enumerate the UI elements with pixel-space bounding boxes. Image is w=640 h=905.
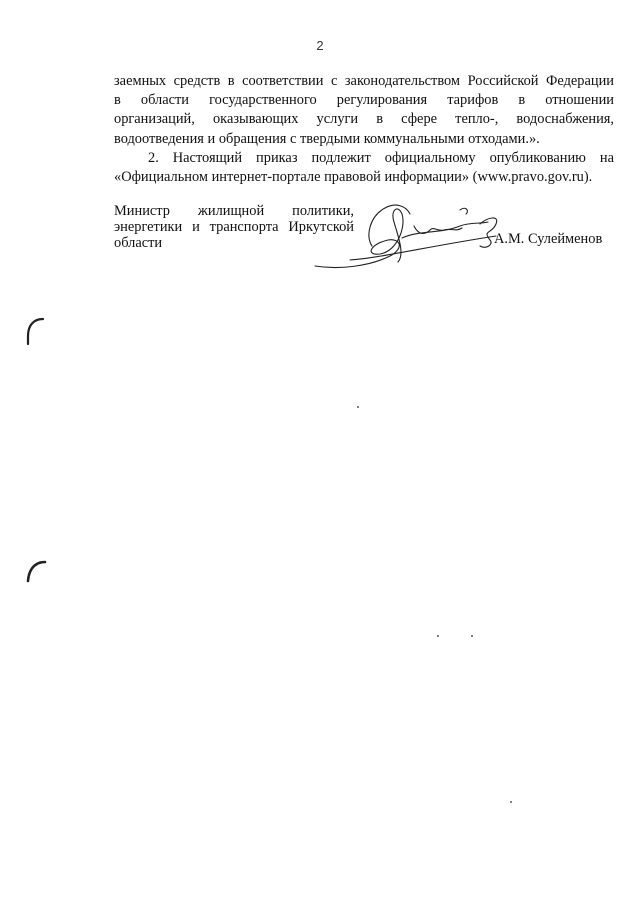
hole-punch-mark-top bbox=[24, 316, 46, 346]
paragraph-1-line-4: водоотведения и обращения с твердыми коммунальными отходами.». bbox=[114, 130, 540, 147]
signer-title-line-1: Министр жилищной политики, bbox=[114, 203, 354, 219]
paragraph-1-line-3: организаций, оказывающих услуги в сфере тепло-, водоснабжения, bbox=[114, 111, 614, 128]
scan-speck bbox=[510, 801, 512, 803]
paragraph-1-line-1: заемных средств в соответствии с законодательством Российской Федерации bbox=[114, 73, 614, 89]
signer-title-line-2: энергетики и транспорта Иркутской bbox=[114, 219, 354, 235]
scan-speck bbox=[357, 406, 359, 408]
scan-speck bbox=[437, 635, 439, 637]
signer-name: А.М. Сулейменов bbox=[494, 231, 603, 247]
page-number: 2 bbox=[316, 38, 324, 53]
signer-title-line-3: области bbox=[114, 235, 163, 251]
hole-punch-mark-bottom bbox=[24, 559, 48, 585]
paragraph-2-line-2: «Официальном интернет-портале правовой информации» (www.pravo.gov.ru). bbox=[114, 169, 593, 186]
document-body bbox=[114, 72, 614, 187]
paragraph-2-line-1: 2. Настоящий приказ подлежит официальному опубликованию на bbox=[148, 149, 614, 166]
paragraph-1-line-2: в области государственного регулирования тарифов в отношении bbox=[114, 92, 614, 109]
handwritten-signature bbox=[310, 196, 510, 276]
scan-speck bbox=[471, 635, 473, 637]
